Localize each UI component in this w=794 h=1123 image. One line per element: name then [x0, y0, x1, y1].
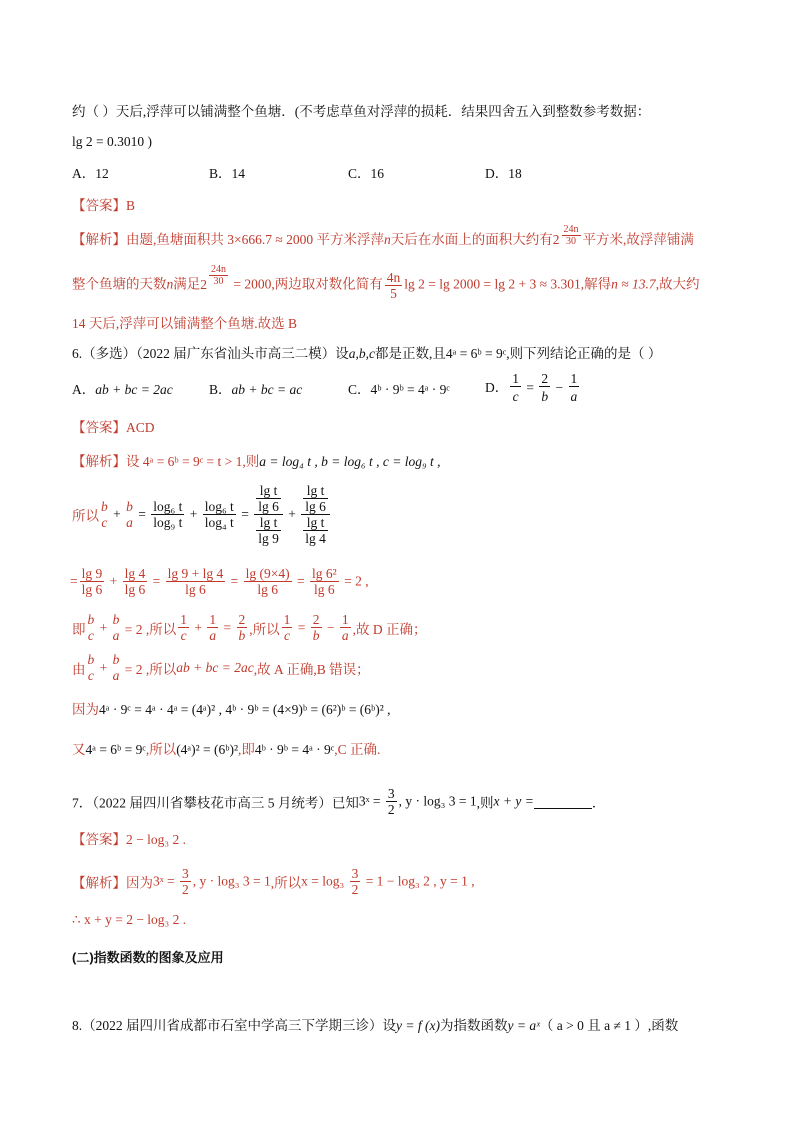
numerator: 1: [283, 612, 291, 627]
numerator: 1: [180, 612, 187, 627]
equation: , y · log₃ 3 = 1: [398, 793, 477, 809]
analysis-tag: 【解析】: [72, 232, 126, 247]
var-n: n: [384, 232, 391, 247]
compound-numerator: [301, 483, 330, 515]
operator: =: [70, 573, 78, 589]
analysis-text: ,解得: [580, 276, 612, 292]
numerator: lg t: [256, 483, 281, 499]
numerator: 3: [387, 786, 395, 801]
analysis-text: 因为: [72, 702, 99, 717]
fraction: [256, 483, 281, 514]
analysis-text: 即: [72, 622, 86, 637]
q7-answer: [72, 830, 186, 850]
denominator: c: [87, 668, 94, 683]
fraction: [88, 612, 95, 644]
q7-title: [72, 786, 605, 817]
q7-analysis-line2: ∴ x + y = 2 − log₃ 2 .: [72, 912, 187, 927]
analysis-text: ,所以: [145, 742, 177, 757]
fraction: [539, 371, 550, 407]
analysis-text: ,故 A 正确,B 错误；: [253, 662, 370, 677]
operator: +: [109, 506, 125, 522]
fraction: [180, 866, 191, 897]
denominator: 2: [182, 882, 189, 897]
q6-option-a: [72, 380, 173, 400]
denominator: lg 6: [258, 499, 279, 514]
analysis-text: 满足: [173, 276, 201, 292]
analysis-text: ,两边取对数化简有: [271, 276, 383, 292]
fraction: [385, 270, 403, 301]
q6-option-c: [348, 380, 450, 400]
denominator: 30: [566, 236, 577, 247]
denominator: lg 6: [185, 582, 206, 597]
q6-analysis-line7: [72, 740, 380, 760]
analysis-text: 由: [72, 662, 86, 677]
q6-analysis-line5: [72, 652, 370, 684]
equation: , y · log₃ 3 = 1: [192, 873, 271, 889]
q8-title: [72, 1016, 678, 1036]
numerator: log₆ t: [204, 499, 234, 514]
q5-answer: [72, 196, 135, 216]
equation: (4ᵃ)² = (6ᵇ)²: [176, 742, 238, 757]
option-text: ab + bc = ac: [231, 382, 303, 397]
compound-fraction: [301, 483, 330, 546]
operator: +: [284, 506, 300, 522]
fraction: [126, 499, 133, 531]
fraction: [151, 499, 184, 530]
answer-tag: 【答案】: [72, 420, 126, 435]
operator: −: [552, 380, 567, 396]
denominator: 2: [351, 882, 359, 897]
analysis-text: ,所以: [270, 875, 302, 891]
numerator: 24n: [211, 264, 226, 275]
equation: = 2 ,: [340, 573, 369, 589]
q7-analysis-line1: [72, 866, 475, 897]
numerator: lg t: [303, 515, 328, 531]
fraction: [244, 566, 292, 597]
q5-line2: lg 2 = 0.3010 ): [72, 134, 152, 149]
fraction: [569, 371, 580, 407]
option-text: ab + bc = 2ac: [95, 382, 173, 397]
numerator: lg 6²: [312, 566, 337, 581]
compound-fraction: [254, 483, 283, 546]
equation: = 1 − log₃ 2 , y = 1 ,: [362, 873, 475, 889]
option-label: D．: [485, 380, 509, 396]
denominator: c: [512, 389, 519, 404]
denominator: lg 4: [305, 531, 326, 546]
equation: 4ᵃ · 9ᶜ = 4ᵃ · 4ᵃ = (4ᵃ)²: [99, 702, 216, 717]
variables: a,b,c: [348, 346, 375, 361]
q6-option-d: [485, 371, 581, 407]
equation: 设 4ᵃ = 6ᵇ = 9ᶜ = t > 1: [126, 454, 243, 469]
analysis-text: ,故 D 正确；: [352, 622, 427, 637]
question-text: 6.（多选）（2022 届广东省汕头市高三二模）设: [72, 346, 349, 361]
numerator: lg t: [256, 515, 281, 531]
numerator: lg 4: [124, 566, 146, 581]
fraction: [207, 612, 218, 644]
denominator: 5: [390, 286, 397, 301]
denominator: lg 6: [305, 499, 326, 514]
fraction: [350, 866, 361, 897]
q6-analysis-line3: [70, 566, 369, 597]
fraction: [256, 515, 281, 546]
denominator: b: [238, 628, 246, 643]
option-label: A．: [72, 382, 96, 397]
question-text: 为指数函数: [439, 1018, 508, 1033]
fraction: [203, 499, 236, 530]
answer-value: B: [126, 198, 136, 213]
numerator: b: [87, 652, 95, 667]
numerator: lg t: [303, 483, 328, 499]
numerator: b: [101, 498, 108, 514]
denominator: lg 6: [124, 582, 146, 597]
fraction: [178, 612, 189, 644]
denominator: lg 9: [258, 531, 279, 546]
power-expr: [552, 224, 583, 247]
fraction: [101, 499, 108, 531]
numerator: 3: [351, 866, 359, 881]
base: 2: [200, 276, 207, 292]
answer-value: 2 − log₃ 2 .: [126, 832, 186, 847]
denominator: a: [112, 628, 120, 643]
numerator: b: [126, 498, 133, 514]
operator: =: [294, 620, 309, 635]
operator: +: [186, 506, 201, 522]
q6-analysis-line4: [72, 612, 427, 644]
operator: +: [191, 620, 206, 635]
operator: +: [96, 620, 111, 635]
fraction: [166, 566, 226, 597]
analysis-tag: 【解析】: [72, 875, 126, 891]
q6-analysis-line1: [72, 452, 441, 472]
numerator: 24n: [563, 224, 579, 235]
analysis-text: ,所以: [249, 622, 280, 637]
numerator: b: [87, 612, 95, 627]
equation: a = log₄ t , b = log₆ t , c = log₉ t ,: [259, 454, 441, 469]
question-text: ．: [591, 795, 606, 811]
equation: 4ᵃ = 6ᵇ = 9ᶜ: [85, 742, 146, 757]
analysis-text: 整个鱼塘的天数: [72, 276, 167, 292]
equation: x + y =: [493, 793, 534, 809]
equation: y = aˣ: [507, 1018, 540, 1033]
equation: ab + bc = 2ac: [176, 660, 254, 675]
condition: （ a > 0 且 a ≠ 1 ）: [539, 1018, 648, 1033]
compound-denominator: [301, 515, 330, 546]
fraction: [510, 371, 521, 407]
q6-answer: [72, 418, 155, 438]
analysis-text: ,C 正确.: [334, 742, 381, 757]
equation: ,: [215, 702, 226, 717]
answer-tag: 【答案】: [72, 198, 126, 213]
compound-denominator: [254, 515, 283, 546]
q6-title: [72, 344, 661, 364]
numerator: 1: [209, 612, 217, 627]
analysis-text: ,即: [238, 742, 255, 757]
question-text: ,函数: [647, 1018, 679, 1033]
analysis-text: 所以: [72, 508, 99, 524]
operator: +: [96, 660, 111, 675]
q5-analysis-line1: [72, 224, 694, 250]
denominator: a: [570, 389, 578, 404]
equation: 4ᵇ · 9ᵇ = (4×9)ᵇ = (6²)ᵇ = (6ᵇ)² ,: [225, 702, 391, 717]
q5-option-d: D．18: [485, 166, 522, 181]
question-text: 8.（2022 届四川省成都市石室中学高三下学期三诊）设: [72, 1018, 396, 1033]
equation: 3ˣ =: [358, 793, 384, 809]
q5-option-a: A．12: [72, 166, 109, 181]
option-label: C．: [348, 382, 371, 397]
analysis-text: 又: [72, 742, 86, 757]
operator: −: [323, 620, 338, 635]
numerator: 2: [238, 612, 246, 627]
analysis-text: ,故大约: [655, 276, 700, 292]
answer-value: ACD: [126, 420, 155, 435]
fraction: [237, 612, 248, 644]
equation: 4ᵇ · 9ᵇ = 4ᵃ · 9ᶜ: [254, 742, 335, 757]
q6-analysis-line6: [72, 700, 391, 720]
answer-tag: 【答案】: [72, 832, 126, 847]
denominator: b: [541, 389, 549, 404]
q5-analysis-line2: [72, 264, 700, 301]
q5-line1: 约（ ）天后,浮萍可以铺满整个鱼塘．(不考虑草鱼对浮萍的损耗．结果四舍五入到整数参考数据：: [72, 104, 651, 119]
fraction: [88, 652, 95, 684]
q6-analysis-line2: [72, 483, 332, 546]
equation: 3ˣ =: [153, 873, 179, 889]
analysis-tag: 【解析】: [72, 454, 126, 469]
analysis-text: 因为: [126, 875, 153, 891]
numerator: 1: [512, 371, 519, 386]
denominator: a: [209, 628, 217, 643]
equation: n ≈ 13.7: [611, 276, 656, 292]
question-text: 7．（2022 届四川省攀枝花市高三 5 月统考）已知: [72, 795, 359, 811]
operator: =: [220, 620, 235, 635]
numerator: b: [112, 652, 120, 667]
denominator: a: [126, 514, 133, 530]
denominator: 2: [387, 802, 395, 817]
option-label: B．: [209, 382, 232, 397]
fraction: [311, 612, 322, 644]
question-text: 都是正数,且: [375, 346, 446, 361]
compound-numerator: [254, 483, 283, 515]
fraction: [303, 515, 328, 546]
q5-option-c: C．16: [348, 166, 385, 181]
numerator: 1: [341, 612, 349, 627]
option-text: 4ᵇ · 9ᵇ = 4ᵃ · 9ᶜ: [370, 382, 450, 397]
fraction: [113, 612, 120, 644]
operator: =: [293, 573, 309, 589]
numerator: log₆ t: [153, 499, 183, 514]
equation: x = log₃: [301, 873, 348, 889]
analysis-text: 天后在水面上的面积大约有: [390, 232, 553, 247]
var-n: n: [166, 276, 174, 292]
fraction: [123, 566, 148, 597]
denominator: b: [312, 628, 320, 643]
denominator: lg 6: [81, 582, 103, 597]
equation: 4ᵃ = 6ᵇ = 9ᶜ: [445, 346, 507, 361]
denominator: a: [112, 668, 120, 683]
operator: =: [149, 573, 164, 589]
fraction: [303, 483, 328, 514]
denominator: a: [341, 628, 349, 643]
numerator: 3: [182, 866, 189, 881]
denominator: log₄ t: [204, 515, 234, 530]
analysis-text: = 2 ,所以: [121, 662, 177, 677]
analysis-text: ,则: [242, 454, 260, 469]
denominator: lg 6: [257, 582, 278, 597]
question-text: ,则下列结论正确的是（ ）: [506, 346, 662, 361]
denominator: c: [180, 628, 187, 643]
q5-analysis-line3: 14 天后,浮萍可以铺满整个鱼塘.故选 B: [72, 316, 298, 331]
exponent-fraction: [209, 264, 228, 287]
numerator: 4n: [386, 270, 401, 285]
operator: =: [237, 506, 253, 522]
operator: =: [134, 506, 150, 522]
fraction: [80, 566, 105, 597]
fraction: [282, 612, 293, 644]
operator: +: [106, 573, 121, 589]
answer-blank[interactable]: [534, 794, 592, 809]
question-text: ,则: [476, 795, 494, 811]
analysis-text: 平方米,故浮萍铺满: [582, 232, 694, 247]
base: 2: [552, 232, 560, 247]
denominator: log₉ t: [153, 515, 183, 530]
numerator: b: [112, 612, 120, 627]
operator: =: [523, 380, 538, 396]
q6-option-b: [209, 380, 302, 400]
denominator: 30: [213, 276, 224, 287]
analysis-text: 由题,鱼塘面积共 3×666.7 ≈ 2000 平方米浮萍: [126, 232, 385, 247]
equation: lg 2 = lg 2000 = lg 2 + 3 ≈ 3.301: [404, 276, 581, 292]
fraction: [310, 566, 339, 597]
numerator: lg (9×4): [245, 566, 290, 581]
q5-option-b: B．14: [209, 166, 246, 181]
denominator: c: [87, 628, 94, 643]
numerator: lg 9: [81, 566, 103, 581]
denominator: lg 6: [314, 582, 335, 597]
equation: y = f (x): [396, 1018, 440, 1033]
fraction: [340, 612, 351, 644]
operator: =: [227, 573, 242, 589]
denominator: c: [101, 514, 108, 530]
denominator: c: [284, 628, 290, 643]
analysis-text: = 2 ,所以: [121, 622, 177, 637]
equation: = 2000: [230, 276, 272, 292]
numerator: 2: [312, 612, 320, 627]
fraction: [386, 786, 397, 817]
exponent-fraction: [562, 224, 581, 247]
numerator: 2: [541, 371, 549, 386]
power-expr: [200, 264, 230, 292]
numerator: 1: [570, 371, 578, 386]
section-heading: (二)指数函数的图象及应用: [72, 950, 224, 965]
fraction: [113, 652, 120, 684]
numerator: lg 9 + lg 4: [167, 566, 224, 581]
